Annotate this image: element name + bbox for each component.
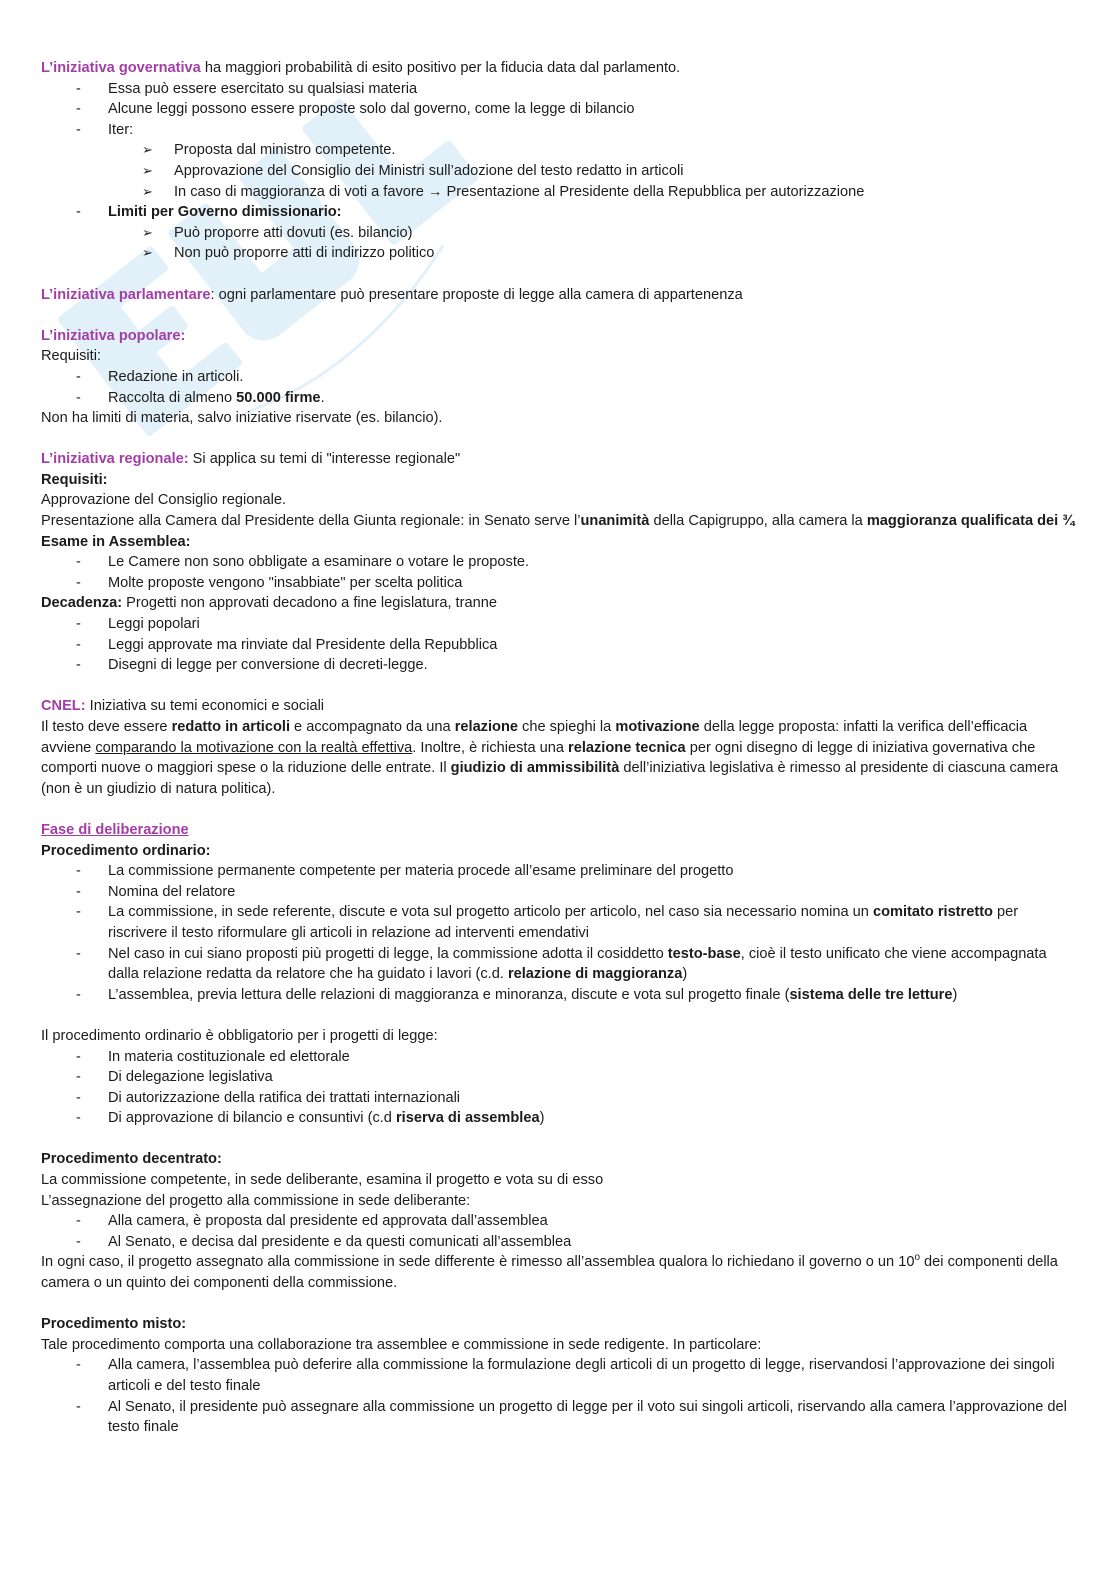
gov-list <box>41 79 1076 141</box>
list-item: - La commissione permanente competente per materia procede all’esame preliminare del progetto <box>41 861 1076 882</box>
dec-list <box>41 1211 1076 1252</box>
dec-text3: In ogni caso, il progetto assegnato alla commissione in sede differente è rimesso all’assemblea qualora lo richiedano il governo o un 10$^o$ dei componenti della camera o un quinto dei componenti della commissione. <box>41 1252 1058 1292</box>
list-item: - L’assemblea, previa lettura delle relazioni di maggioranza e minoranza, discute e vota sul progetto finale (sistema delle tre letture) <box>41 985 1076 1006</box>
list-item: - Redazione in articoli. <box>41 367 1076 388</box>
list-item: - Iter: <box>41 120 1076 141</box>
dec-text1: La commissione competente, in sede deliberante, esamina il progetto e vota su di esso <box>41 1172 604 1189</box>
reg-exam-list <box>41 552 1076 593</box>
arrow-item: ➢ Approvazione del Consiglio dei Ministri sull’adozione del testo redatto in articoli <box>41 161 1076 182</box>
document-page <box>41 58 1076 1438</box>
delib-title: Fase di deliberazione <box>41 821 189 838</box>
list-item: - Essa può essere esercitato su qualsiasi materia <box>41 79 1076 100</box>
list-item: - La commissione, in sede referente, discute e vota sul progetto articolo per articolo, nel caso sia necessario nomina un comitato ristretto per riscrivere il testo riformulare gli articoli in relazione ad interventi emendativi <box>41 902 1076 943</box>
ord-list <box>41 861 1076 1005</box>
list-item: - Molte proposte vengono "insabbiate" per scelta politica <box>41 573 1076 594</box>
arrow-item: ➢ Non può proporre atti di indirizzo politico <box>41 243 1076 264</box>
reg-exam-label: Esame in Assemblea: <box>41 533 191 550</box>
arrow-item: ➢ Può proporre atti dovuti (es. bilancio) <box>41 223 1076 244</box>
list-item: - Nel caso in cui siano proposti più progetti di legge, la commissione adotta il cosiddetto testo-base, cioè il testo unificato che viene accompagnata dalla relazione redatta da relatore che ha guidato i lavori (c.d. relazione di maggioranza) <box>41 944 1076 985</box>
list-item: - Di approvazione di bilancio e consuntivi (c.d riserva di assemblea) <box>41 1108 1076 1129</box>
list-item: - Alla camera, l’assemblea può deferire alla commissione la formulazione degli articoli di un progetto di legge, riservandosi l’approvazione dei singoli articoli e del testo finale <box>41 1355 1076 1396</box>
arrow-item: ➢ Proposta dal ministro competente. <box>41 140 1076 161</box>
arrow-item: ➢ In caso di maggioranza di voti a favore → Presentazione al Presidente della Repubblica per autorizzazione <box>41 182 1076 203</box>
reg-req-label: Requisiti: <box>41 471 108 488</box>
gov-title: L’iniziativa governativa <box>41 60 201 76</box>
reg-dec-list <box>41 614 1076 676</box>
obl-intro: Il procedimento ordinario è obbligatorio per i progetti di legge: <box>41 1027 438 1044</box>
gov-limits-list <box>41 202 1076 223</box>
ord-label: Procedimento ordinario: <box>41 842 211 859</box>
cnel-paragraph: CNEL: Iniziativa su temi economici e sociali <box>41 698 325 715</box>
list-item: - Nomina del relatore <box>41 882 1076 903</box>
mix-list <box>41 1355 1076 1437</box>
dec-label: Procedimento decentrato: <box>41 1151 222 1168</box>
list-item: - Raccolta di almeno 50.000 firme. <box>41 388 1076 409</box>
parl-paragraph: L’iniziativa parlamentare: ogni parlamentare può presentare proposte di legge alla camera di appartenenza <box>41 286 743 303</box>
cnel-title: CNEL: <box>41 698 86 715</box>
list-item: - Disegni di legge per conversione di decreti-legge. <box>41 655 1076 676</box>
pop-title: L’iniziativa popolare: <box>41 327 186 344</box>
list-item: - Le Camere non sono obbligate a esaminare o votare le proposte. <box>41 552 1076 573</box>
reg-paragraph: L’iniziativa regionale: Si applica su temi di "interesse regionale" <box>41 451 461 468</box>
gov-limits-sublist <box>41 223 1076 264</box>
list-item: - Leggi popolari <box>41 614 1076 635</box>
list-item: - Alla camera, è proposta dal presidente ed approvata dall’assemblea <box>41 1211 1076 1232</box>
mix-text1: Tale procedimento comporta una collaborazione tra assemblee e commissione in sede redigente. In particolare: <box>41 1336 762 1353</box>
cnel-body: Il testo deve essere redatto in articoli e accompagnato da una relazione che spieghi la motivazione della legge proposta: infatti la verifica dell’efficacia avviene comparando la motivazione con la realtà effettiva. Inoltre, è richiesta una relazione tecnica per ogni disegno di legge di iniziativa governativa che comporti nuove o maggiori spese o la riduzione delle entrate. Il giudizio di ammissibilità dell’iniziativa legislativa è rimesso al presidente di ciascuna camera (non è un giudizio di natura politica). <box>41 719 1059 797</box>
pop-list <box>41 367 1076 408</box>
pop-note: Non ha limiti di materia, salvo iniziative riservate (es. bilancio). <box>41 410 443 427</box>
pop-req-label: Requisiti: <box>41 348 102 365</box>
list-item: - Di delegazione legislativa <box>41 1067 1076 1088</box>
list-item: - Limiti per Governo dimissionario: <box>41 202 1076 223</box>
list-item: - Leggi approvate ma rinviate dal Presidente della Repubblica <box>41 635 1076 656</box>
list-item: - Al Senato, e decisa dal presidente e da questi comunicati all’assemblea <box>41 1232 1076 1253</box>
reg-decadenza: Decadenza: Progetti non approvati decadono a fine legislatura, tranne <box>41 595 497 612</box>
reg-title: L’iniziativa regionale: <box>41 451 189 468</box>
list-item: - Di autorizzazione della ratifica dei trattati internazionali <box>41 1088 1076 1109</box>
gov-paragraph: L’iniziativa governativa ha maggiori probabilità di esito positivo per la fiducia data dal parlamento. <box>41 60 681 76</box>
gov-iter-list <box>41 140 1076 202</box>
reg-req2: Presentazione alla Camera dal Presidente della Giunta regionale: in Senato serve l’unanimità della Capigruppo, alla camera la maggioranza qualificata dei ¾ <box>41 513 1075 530</box>
reg-req1: Approvazione del Consiglio regionale. <box>41 492 287 509</box>
mix-label: Procedimento misto: <box>41 1316 187 1333</box>
list-item: - Al Senato, il presidente può assegnare alla commissione un progetto di legge per il voto sui singoli articoli, riservando alla camera l’approvazione del testo finale <box>41 1397 1076 1438</box>
parl-title: L’iniziativa parlamentare <box>41 286 211 303</box>
list-item: - Alcune leggi possono essere proposte solo dal governo, come la legge di bilancio <box>41 99 1076 120</box>
dec-text2: L’assegnazione del progetto alla commissione in sede deliberante: <box>41 1192 471 1209</box>
list-item: - In materia costituzionale ed elettorale <box>41 1047 1076 1068</box>
obl-list <box>41 1047 1076 1129</box>
